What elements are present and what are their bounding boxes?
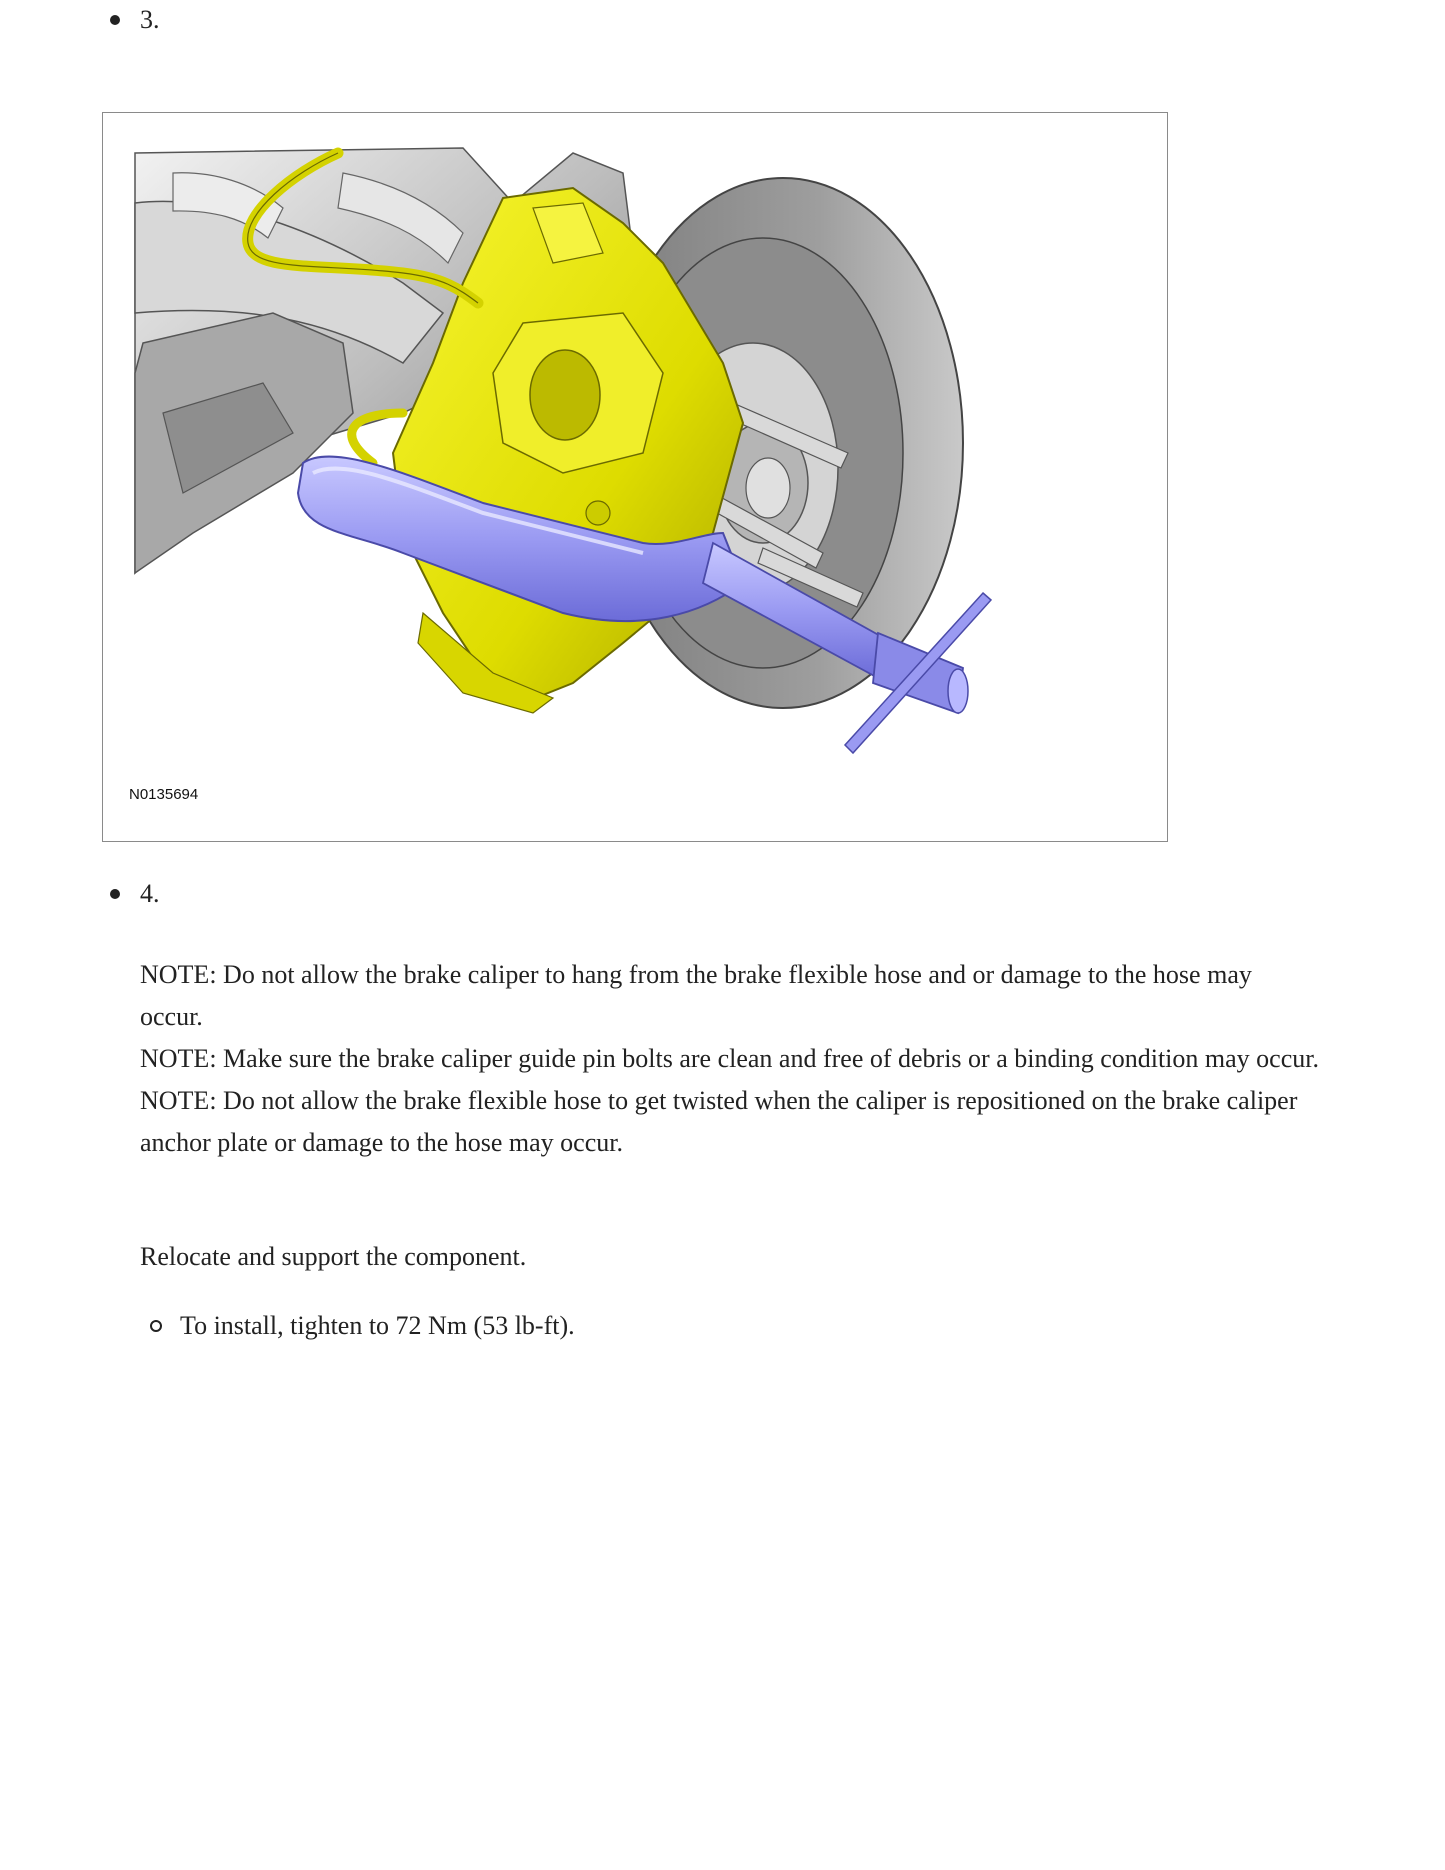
sub-step-item [150, 1305, 575, 1347]
step-4-item [110, 874, 160, 914]
circle-bullet-icon [150, 1320, 162, 1332]
bullet-icon [110, 15, 120, 25]
note-hose-hang: NOTE: Do not allow the brake caliper to hang from the brake flexible hose and or damage to the hose may occur. [140, 960, 1252, 1031]
brake-caliper-compressor-illustration-icon [103, 113, 1168, 842]
step-3-item [110, 0, 160, 40]
torque-spec-text: To install, tighten to 72 Nm (53 lb-ft). [180, 1311, 575, 1340]
note-guide-pin: NOTE: Make sure the brake caliper guide pin bolts are clean and free of debris or a binding condition may occur. [140, 1044, 1319, 1073]
note-hose-twist: NOTE: Do not allow the brake flexible hose to get twisted when the caliper is repositioned on the brake caliper anchor plate or damage to the hose may occur. [140, 1086, 1298, 1157]
notes-block [140, 954, 1320, 1164]
step-4-number: 4. [140, 879, 160, 908]
figure-id-label: N0135694 [129, 786, 199, 803]
step-3-number: 3. [140, 5, 160, 34]
bullet-icon [110, 889, 120, 899]
figure-illustration [102, 112, 1168, 842]
instruction-text: Relocate and support the component. [140, 1242, 527, 1271]
